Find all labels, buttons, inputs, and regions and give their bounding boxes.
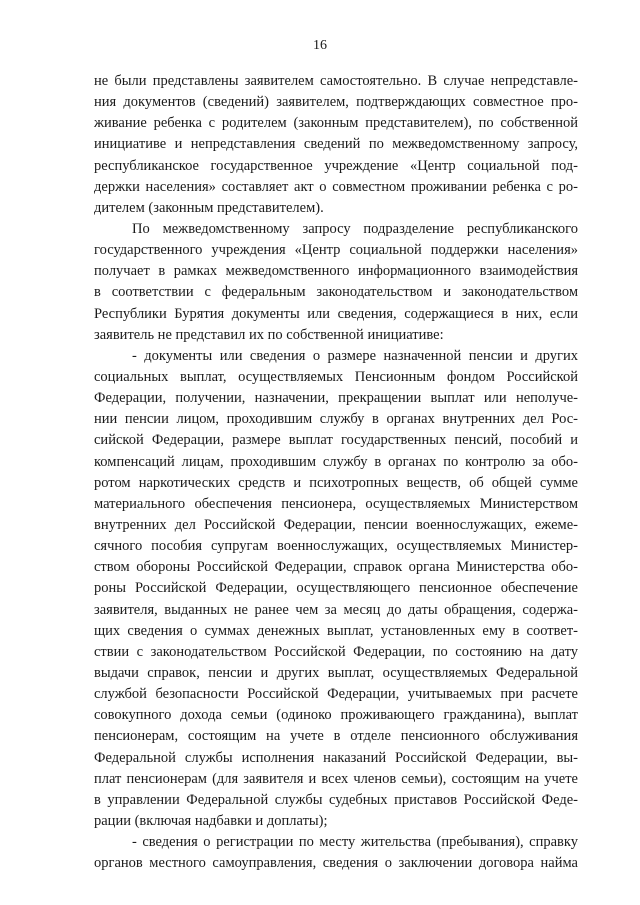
text-line: службой безопасности Российской Федерации, учитываемых при расчете — [94, 686, 578, 703]
text-line: дителем (законным представителем). — [94, 199, 324, 216]
text-line: щих сведения о суммах денежных выплат, установленных ему в соответ- — [94, 622, 578, 639]
text-line: компенсаций лицам, проходившим службу в органах по контролю за обо- — [94, 453, 578, 470]
text-line: Федеральной службы исполнения наказаний Российской Федерации, вы- — [94, 749, 578, 766]
body-text — [94, 71, 578, 874]
text-line: рации (включая надбавки и доплаты); — [94, 812, 328, 829]
text-line: держки населения» составляет акт о совместном проживании ребенка с ро- — [94, 178, 578, 195]
text-line: государственного учреждения «Центр социальной поддержки населения» — [94, 242, 578, 259]
text-line: органов местного самоуправления, сведения о заключении договора найма — [94, 855, 578, 872]
text-line: Федерации, получении, назначении, прекращении выплат или неполуче- — [94, 390, 578, 407]
text-line: получает в рамках межведомственного информационного взаимодействия — [94, 263, 578, 280]
text-line: ротом наркотических средств и психотропных веществ, об общей сумме — [94, 474, 578, 491]
text-line: выдачи справок, пенсии и других выплат, осуществляемых Федеральной — [94, 664, 578, 681]
page-number: 16 — [313, 38, 327, 53]
text-line: совокупного дохода семьи (одиноко проживающего гражданина), выплат — [94, 707, 578, 724]
text-line: заявитель не представил их по собственной инициативе: — [94, 326, 444, 343]
text-line: в управлении Федеральной службы судебных приставов Российской Феде- — [94, 791, 578, 808]
text-line: социальных выплат, осуществляемых Пенсионным фондом Российской — [94, 368, 578, 385]
text-line: - сведения о регистрации по месту жительства (пребывания), справку — [132, 834, 578, 851]
text-line: плат пенсионерам (для заявителя и всех членов семьи), состоящим на учете — [94, 770, 578, 787]
text-line: не были представлены заявителем самостоятельно. В случае непредставле- — [94, 73, 578, 89]
text-line: заявителя, выданных не ранее чем за месяц до даты обращения, содержа- — [94, 601, 578, 618]
text-line: Республики Бурятия документы или сведения, содержащиеся в них, если — [94, 305, 578, 322]
text-line: в соответствии с федеральным законодательством и законодательством — [94, 284, 578, 301]
text-line: живание ребенка с родителем (законным представителем), по собственной — [94, 115, 578, 132]
text-line: инициативе и непредставления сведений по межведомственному запросу, — [94, 136, 578, 153]
text-line: По межведомственному запросу подразделение республиканского — [132, 220, 578, 237]
text-line: пенсионерам, состоящим на учете в отделе пенсионного обслуживания — [94, 728, 578, 745]
text-line: нии пенсии лицом, проходившим службу в органах внутренних дел Рос- — [94, 411, 578, 428]
text-line: сийской Федерации, размере выплат государственных пенсий, пособий и — [94, 432, 578, 449]
text-line: внутренних дел Российской Федерации, пенсии военнослужащих, ежеме- — [94, 516, 578, 533]
text-line: ствии с законодательством Российской Федерации, по состоянию на дату — [94, 643, 578, 660]
text-line: ством обороны Российской Федерации, справок органа Министерства обо- — [94, 559, 578, 576]
text-line: сячного пособия супругам военнослужащих, осуществляемых Министер- — [94, 538, 578, 555]
text-line: республиканское государственное учреждение «Центр социальной под- — [94, 157, 578, 174]
text-line: материального обеспечения пенсионера, осуществляемых Министерством — [94, 495, 578, 512]
text-line: - документы или сведения о размере назначенной пенсии и других — [132, 347, 578, 364]
text-line: ния документов (сведений) заявителем, подтверждающих совместное про- — [94, 94, 578, 111]
text-line: роны Российской Федерации, осуществляющего пенсионное обеспечение — [94, 580, 578, 597]
